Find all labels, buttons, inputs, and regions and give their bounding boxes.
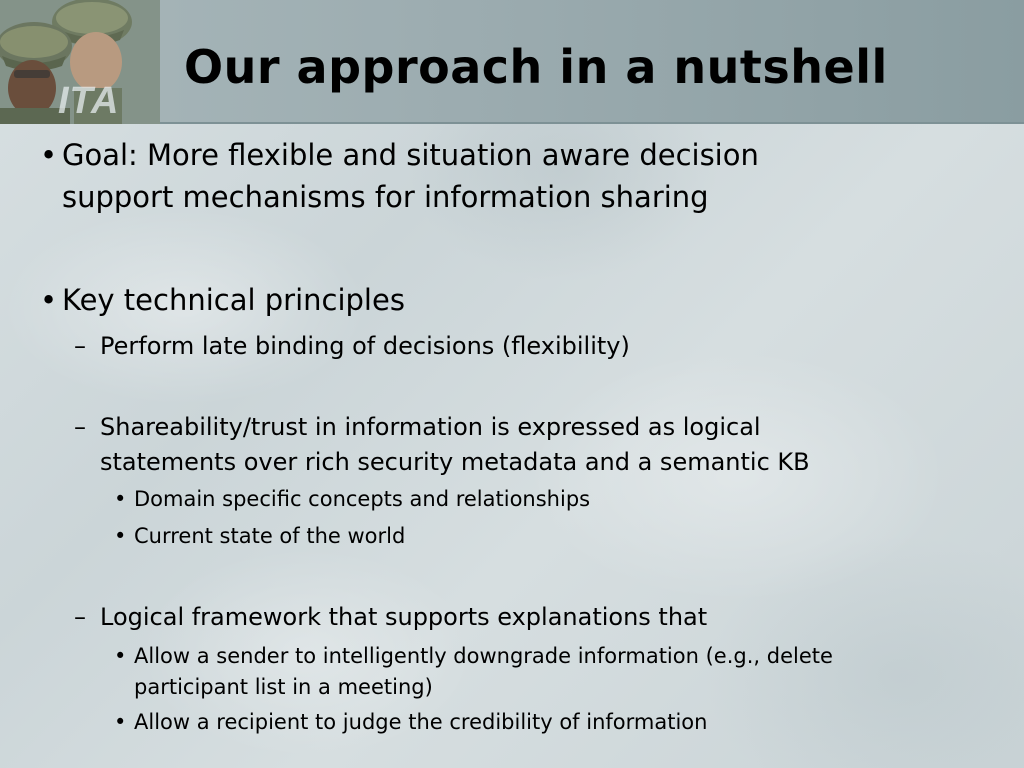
logical-framework-text: Logical framework that supports explanations that — [100, 603, 708, 631]
goal-text-line2: support mechanisms for information sharing — [62, 180, 709, 214]
dash-marker: – — [74, 603, 86, 631]
recipient-text: Allow a recipient to judge the credibility of information — [134, 710, 708, 734]
shareability-text-line2: statements over rich security metadata and a semantic KB — [100, 448, 810, 476]
slide-title: Our approach in a nutshell — [184, 40, 888, 94]
dash-marker: – — [74, 413, 86, 441]
sub-bullet-marker: • — [114, 524, 127, 548]
late-binding-text: Perform late binding of decisions (flexibility) — [100, 332, 630, 360]
sub-bullet-marker: • — [114, 710, 127, 734]
principles-text: Key technical principles — [62, 283, 405, 317]
dash-marker: – — [74, 332, 86, 360]
sub-bullet-marker: • — [114, 644, 127, 668]
sub-bullet-marker: • — [114, 487, 127, 511]
bullet-marker: • — [40, 138, 58, 172]
sender-text-line1: Allow a sender to intelligently downgrade information (e.g., delete — [134, 644, 833, 668]
current-state-text: Current state of the world — [134, 524, 406, 548]
goal-text-line1: Goal: More flexible and situation aware decision — [62, 138, 759, 172]
bullet-marker: • — [40, 283, 58, 317]
sender-text-line2: participant list in a meeting) — [134, 675, 433, 699]
ita-logo-text: ITA — [58, 80, 120, 122]
shareability-text-line1: Shareability/trust in information is expressed as logical — [100, 413, 761, 441]
domain-concepts-text: Domain specific concepts and relationships — [134, 487, 591, 511]
